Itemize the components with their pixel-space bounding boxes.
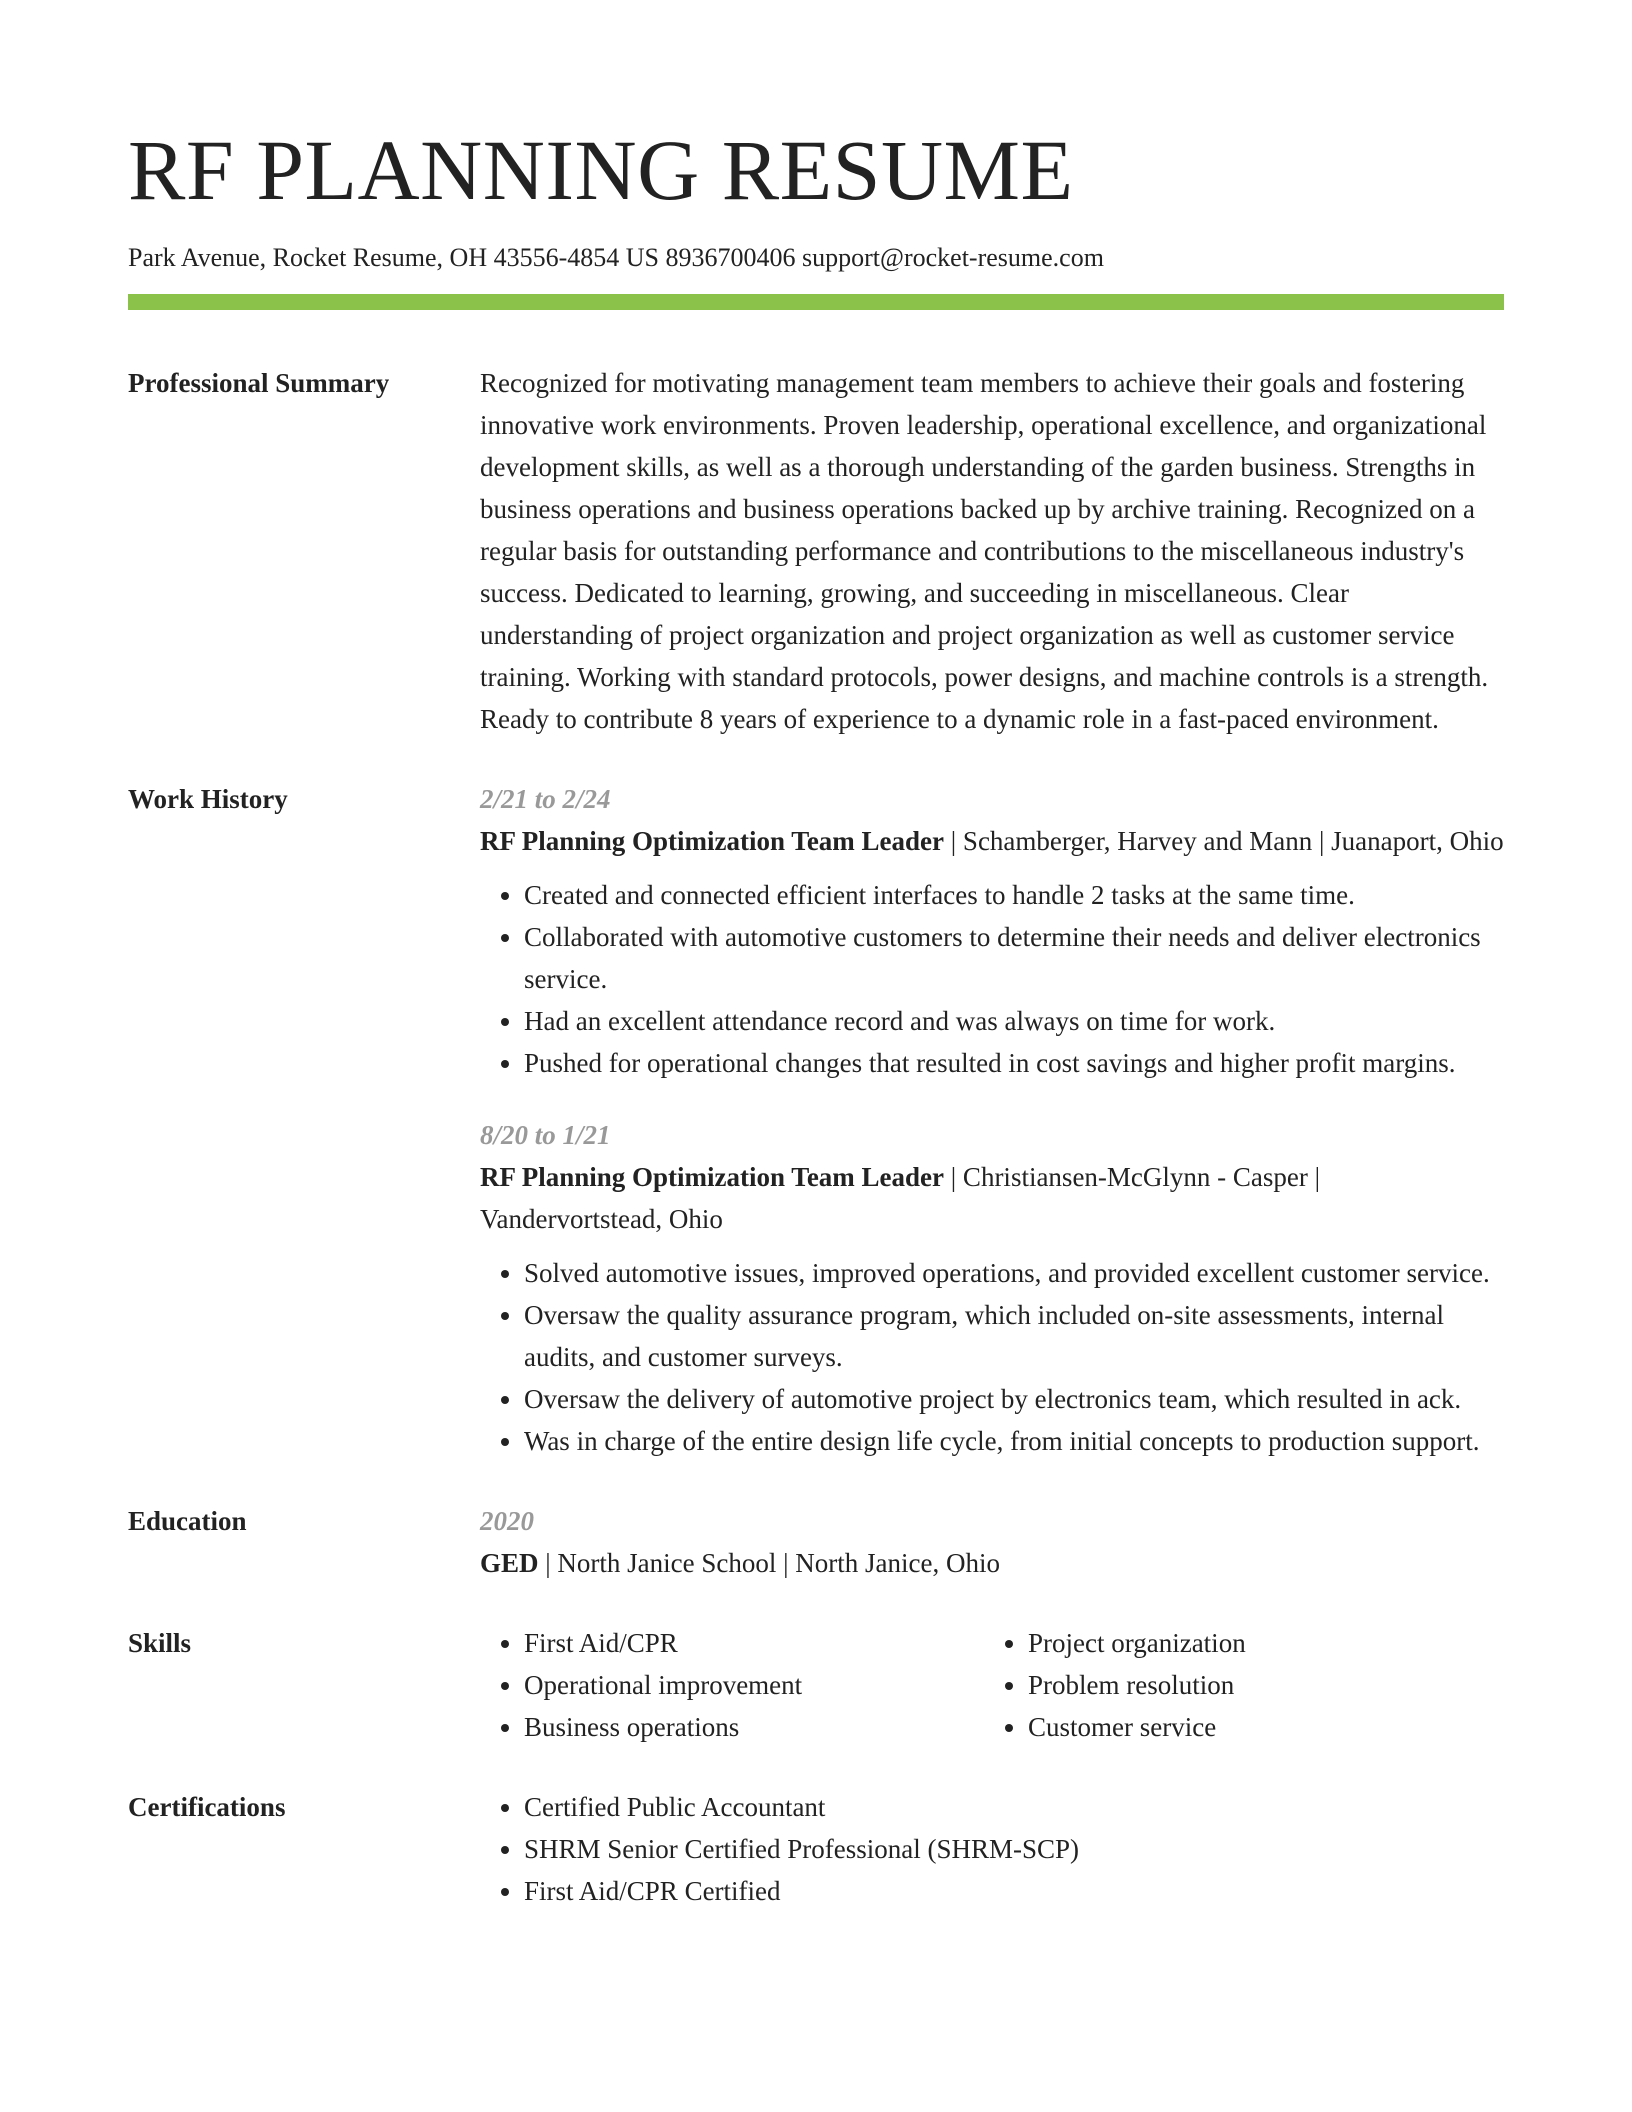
education-year: 2020 (480, 1506, 534, 1536)
list-item: • Created and connected efficient interfaces to handle 2 tasks at the same time. (524, 874, 1504, 916)
job-entry (480, 1114, 1504, 1462)
list-item: • Oversaw the quality assurance program, which included on-site assessments, internal audits, and customer surveys. (524, 1294, 1504, 1378)
education-details: | North Janice School | North Janice, Ohio (538, 1548, 1000, 1578)
resume-page (128, 120, 1504, 1912)
skill-item: • Business operations (524, 1706, 984, 1748)
job-details: | Christiansen-McGlynn - Casper | Vandervortstead, Ohio (480, 1162, 1321, 1234)
section-label-work: Work History (128, 784, 288, 814)
certification-item: • SHRM Senior Certified Professional (SHRM-SCP) (524, 1828, 1504, 1870)
skill-item: • Problem resolution (1028, 1664, 1488, 1706)
job-bullets (480, 1252, 1504, 1462)
education-section (128, 1500, 1504, 1584)
skills-section (128, 1622, 1504, 1748)
work-history-section (128, 778, 1504, 1462)
skill-item: • Project organization (1028, 1622, 1488, 1664)
skills-column-left (480, 1622, 984, 1748)
job-heading (480, 820, 1504, 862)
skills-grid (480, 1622, 1504, 1748)
skill-item: • Operational improvement (524, 1664, 984, 1706)
section-label-certifications: Certifications (128, 1792, 286, 1822)
list-item: • Solved automotive issues, improved operations, and provided excellent customer service. (524, 1252, 1504, 1294)
job-dates: 8/20 to 1/21 (480, 1120, 611, 1150)
resume-title: RF PLANNING RESUME (128, 122, 1074, 218)
job-details: | Schamberger, Harvey and Mann | Juanaport, Ohio (944, 826, 1504, 856)
certifications-list (480, 1786, 1504, 1912)
list-item: • Had an excellent attendance record and was always on time for work. (524, 1000, 1504, 1042)
job-title: RF Planning Optimization Team Leader (480, 826, 945, 856)
summary-text: Recognized for motivating management team members to achieve their goals and fostering innovative work environments. Proven leadership, operational excellence, and organizational development skills, as well as a thorough understanding of the garden business. Strengths in business operations and business operations backed up by archive training. Recognized on a regular basis for outstanding performance and contributions to the miscellaneous industry's success. Dedicated to learning, growing, and succeeding in miscellaneous. Clear understanding of project organization and project organization as well as customer service training. Working with standard protocols, power designs, and machine controls is a strength. Ready to contribute 8 years of experience to a dynamic role in a fast-paced environment. (480, 368, 1489, 734)
section-label-summary: Professional Summary (128, 368, 390, 398)
job-heading (480, 1156, 1504, 1240)
skills-column-right (984, 1622, 1488, 1748)
list-item: • Pushed for operational changes that resulted in cost savings and higher profit margins. (524, 1042, 1504, 1084)
list-item: • Was in charge of the entire design life cycle, from initial concepts to production support. (524, 1420, 1504, 1462)
certification-item: • First Aid/CPR Certified (524, 1870, 1504, 1912)
accent-divider (128, 294, 1504, 310)
contact-line: Park Avenue, Rocket Resume, OH 43556-4854 US 8936700406 support@rocket-resume.com (128, 243, 1104, 272)
list-item: • Collaborated with automotive customers to determine their needs and deliver electronics service. (524, 916, 1504, 1000)
job-title: RF Planning Optimization Team Leader (480, 1162, 945, 1192)
section-label-education: Education (128, 1506, 247, 1536)
education-heading (480, 1542, 1504, 1584)
summary-section (128, 362, 1504, 740)
job-bullets (480, 874, 1504, 1084)
education-degree: GED (480, 1548, 539, 1578)
skill-item: • First Aid/CPR (524, 1622, 984, 1664)
job-entry (480, 778, 1504, 1084)
job-dates: 2/21 to 2/24 (480, 784, 611, 814)
skill-item: • Customer service (1028, 1706, 1488, 1748)
certifications-section (128, 1786, 1504, 1912)
certification-item: • Certified Public Accountant (524, 1786, 1504, 1828)
section-label-skills: Skills (128, 1628, 192, 1658)
list-item: • Oversaw the delivery of automotive project by electronics team, which resulted in ack. (524, 1378, 1504, 1420)
